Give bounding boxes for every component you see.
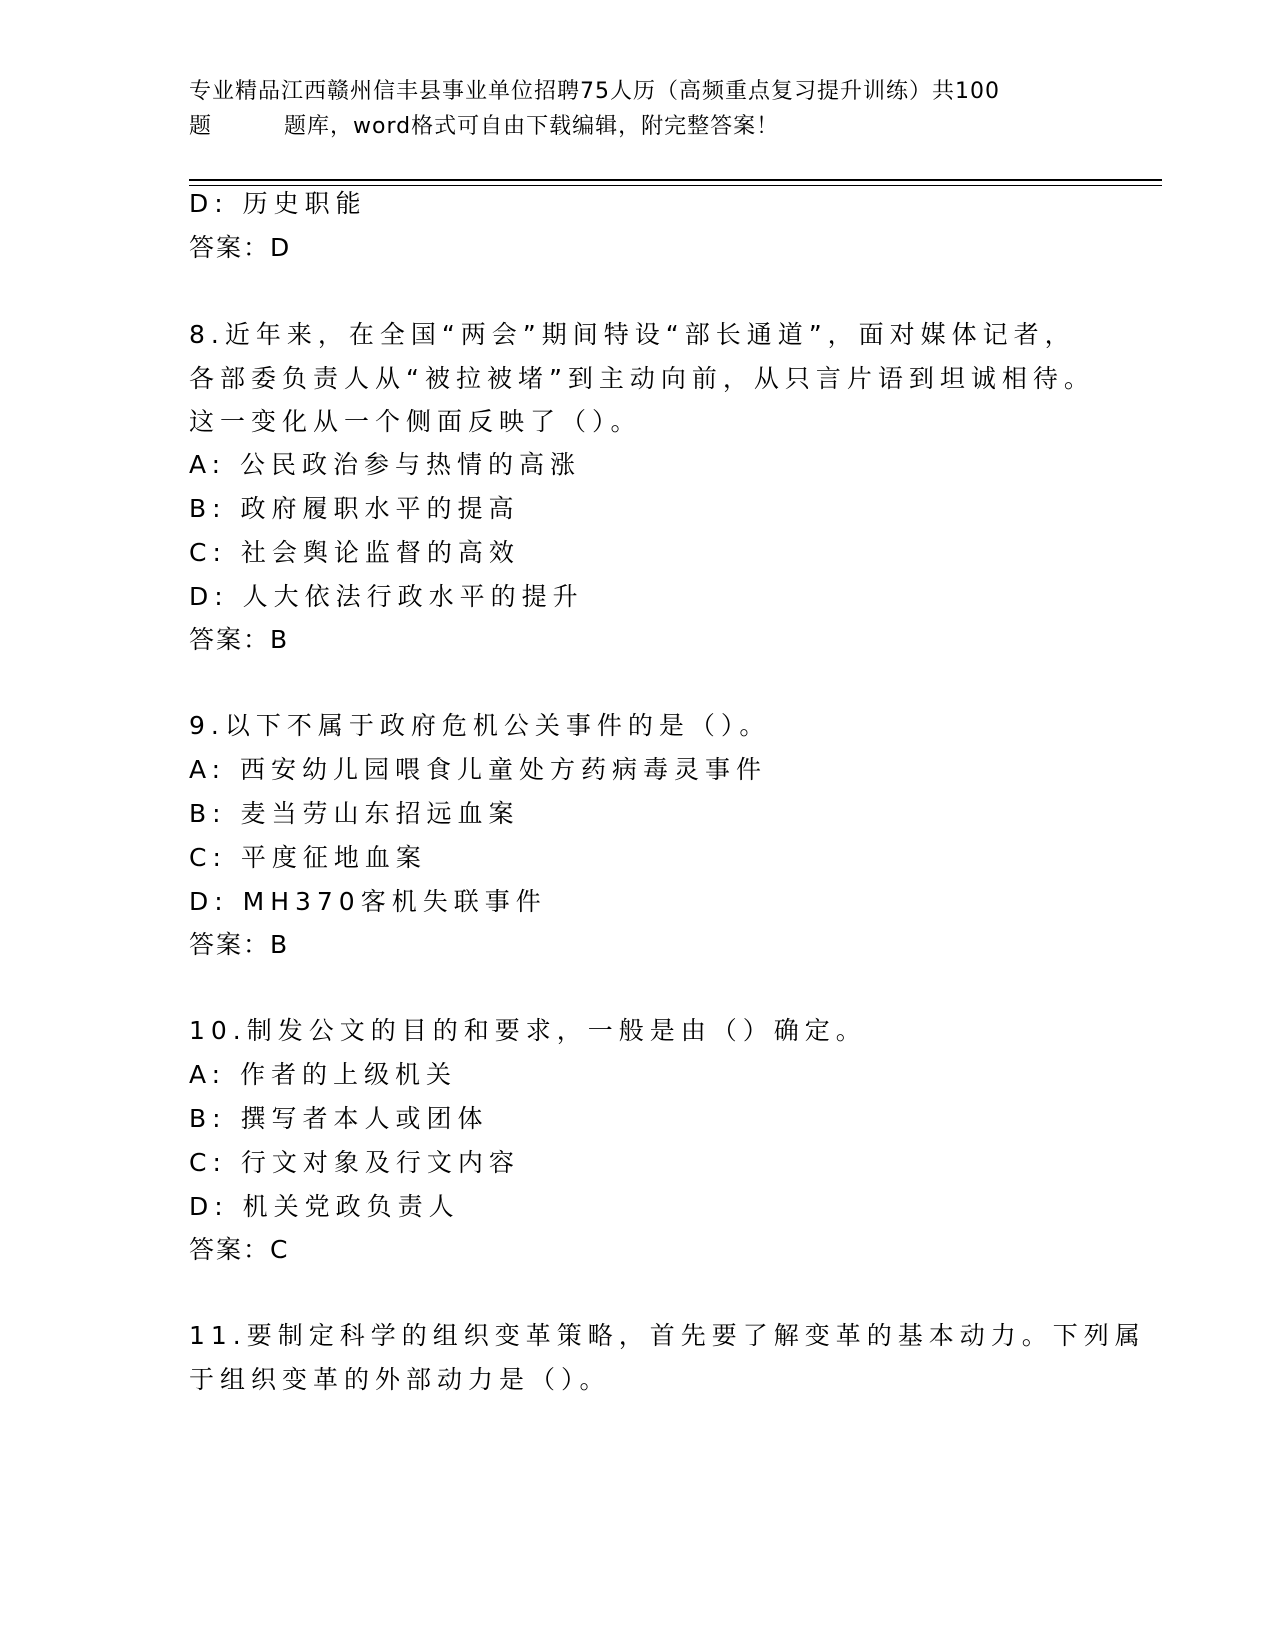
header-rule-thick [189, 179, 1162, 181]
q8-option-a: A: 公民政治参与热情的高涨 [189, 450, 582, 479]
document-header [189, 74, 1089, 144]
q9-option-a: A: 西安幼儿园喂食儿童处方药病毒灵事件 [189, 755, 768, 784]
q10-option-c: C: 行文对象及行文内容 [189, 1148, 520, 1177]
q8-answer: 答案：B [189, 625, 290, 654]
q8-stem-line-3: 这一变化从一个侧面反映了（）。 [189, 407, 642, 436]
q10-stem-line-1: 10.制发公文的目的和要求，一般是由（）确定。 [189, 1016, 867, 1045]
q11-stem-line-2: 于组织变革的外部动力是（）。 [189, 1365, 611, 1394]
q9-option-d: D: MH370客机失联事件 [189, 887, 547, 916]
q11-stem-line-1: 11.要制定科学的组织变革策略，首先要了解变革的基本动力。下列属 [189, 1321, 1146, 1350]
q9-option-b: B: 麦当劳山东招远血案 [189, 799, 520, 828]
q8-option-b: B: 政府履职水平的提高 [189, 494, 520, 523]
q9-answer: 答案：B [189, 930, 290, 959]
header-title-line-2-left: 题 [189, 114, 213, 139]
q8-stem-line-1: 8.近年来，在全国“两会”期间特设“部长通道”，面对媒体记者， [189, 320, 1076, 349]
header-title-line-2-right: 题库，word格式可自由下载编辑，附完整答案！ [284, 114, 780, 139]
q10-option-a: A: 作者的上级机关 [189, 1060, 458, 1089]
header-title-line-2 [189, 109, 1089, 144]
q8-option-d: D: 人大依法行政水平的提升 [189, 582, 584, 611]
q8-stem-line-2: 各部委负责人从“被拉被堵”到主动向前，从只言片语到坦诚相待。 [189, 364, 1095, 393]
q10-option-d: D: 机关党政负责人 [189, 1192, 460, 1221]
q10-option-b: B: 撰写者本人或团体 [189, 1104, 489, 1133]
q10-answer: 答案：C [189, 1235, 290, 1264]
q8-option-c: C: 社会舆论监督的高效 [189, 538, 520, 567]
header-title-line-1: 专业精品江西赣州信丰县事业单位招聘75人历（高频重点复习提升训练）共100 [189, 79, 1000, 104]
q9-option-c: C: 平度征地血案 [189, 843, 427, 872]
header-rule-thin [189, 185, 1162, 186]
q7-answer: 答案：D [189, 233, 292, 262]
q7-option-d: D: 历史职能 [189, 189, 367, 218]
q9-stem-line-1: 9.以下不属于政府危机公关事件的是（）。 [189, 711, 771, 740]
